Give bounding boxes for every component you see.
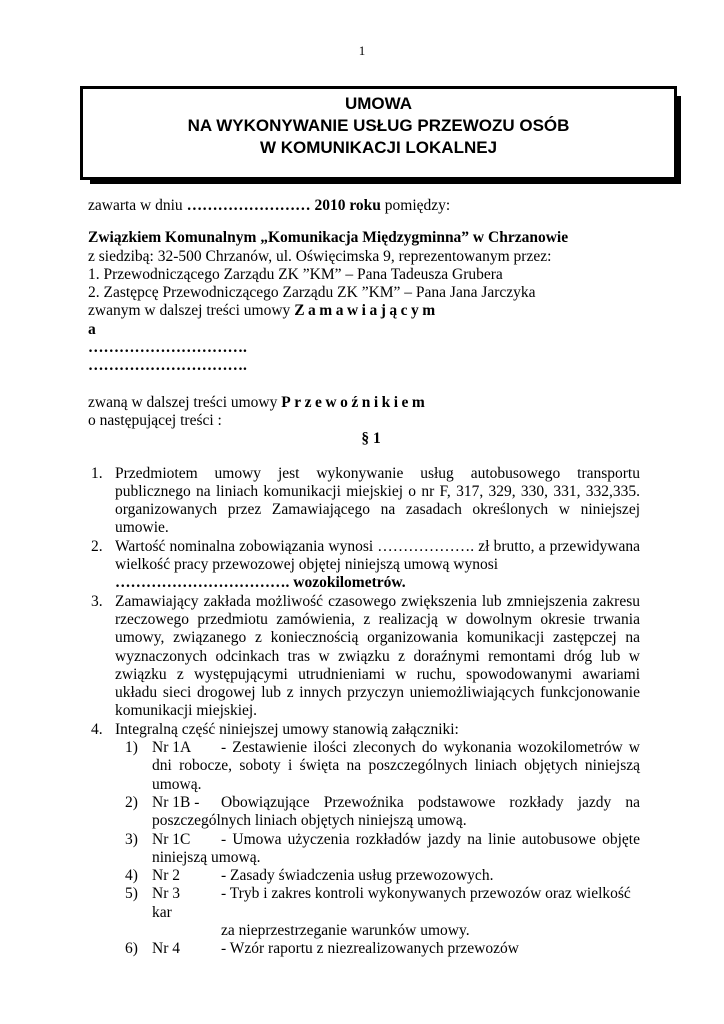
date-placeholder: …………………… 2010 roku [186, 197, 381, 214]
party2-placeholder-2: …………………………. [88, 357, 247, 375]
list-item: 4. Integralną część niniejszej umowy stanowią załączniki: 1) Nr 1A - Zestawienie ilości zleconych do wykonania wozokilometrów w dni robocze, soboty i święta na poszczególnych liniach objętych niniejszą umową. 2) Nr 1B - Obowiązujące Przewoźnika podstawowe rozkłady jazdy na poszczególnych liniach objętych niniejszą umową. 3) Nr 1C - Umowa użyczenia rozkładów jazdy na linie autobusowe objęte niniejszą umową. 4) Nr 2 - Zasady świadczenia usług przewozowych. 5) Nr 3 - Tryb i zakres kontroli wykonywanych przewozów oraz wielkość kar za nieprzestrzeganie warunków umowy. 6) Nr 4 - Wzór raportu z niezrealizowanych przewozów [91, 720, 640, 958]
page-number: 1 [358, 43, 366, 58]
document-body [88, 197, 640, 959]
title-box [80, 86, 677, 180]
following-text: o następującej treści : [88, 411, 222, 429]
list-item: 2. Wartość nominalna zobowiązania wynosi ………………. zł brutto, a przewidywana wielkość pracy przewozowej objętej niniejszą umową wynosi ……………………………. wozokilometrów. [91, 537, 640, 592]
party2-role: zwaną w dalszej treści umowy Przewoźnikiem [88, 393, 429, 411]
section-heading: § 1 [361, 430, 381, 448]
attachment-item: 2) Nr 1B - Obowiązujące Przewoźnika podstawowe rozkłady jazdy na poszczególnych liniach objętych niniejszą umową. [125, 793, 640, 830]
title-line-2: NA WYKONYWANIE USŁUG PRZEWOZU OSÓB [187, 116, 570, 135]
attachments-list [115, 739, 640, 959]
party1-address: z siedzibą: 32-500 Chrzanów, ul. Oświęcimska 9, reprezentowanym przez: [88, 247, 552, 265]
document-title [83, 89, 674, 159]
clauses-list [88, 465, 640, 959]
title-line-3: W KOMUNIKACJI LOKALNEJ [259, 138, 498, 157]
attachment-item: 6) Nr 4 - Wzór raportu z niezrealizowanych przewozów [125, 940, 519, 958]
party1-rep1: 1. Przewodniczącego Zarządu ZK ”KM” – Pana Tadeusza Grubera [88, 265, 503, 283]
attachment-item: 4) Nr 2 - Zasady świadczenia usług przewozowych. [125, 867, 494, 885]
party1-name: Związkiem Komunalnym „Komunikacja Międzygminna” w Chrzanowie [88, 229, 569, 247]
attachment-item: 5) Nr 3 - Tryb i zakres kontroli wykonywanych przewozów oraz wielkość kar za nieprzestrzeganie warunków umowy. [125, 885, 631, 939]
party1-role: zwanym w dalszej treści umowy Zamawiającym [88, 302, 439, 320]
list-item: 1. Przedmiotem umowy jest wykonywanie usług autobusowego transportu publicznego na liniach komunikacji miejskiej o nr F, 317, 329, 330, 331, 332,335. organizowanych przez Zamawiającego na zasadach określonych w niniejszej umowie. [91, 464, 640, 537]
party2-placeholder-1: …………………………. [88, 339, 247, 357]
list-item: 3. Zamawiający zakłada możliwość czasowego zwiększenia lub zmniejszenia zakresu rzeczowego przedmiotu zamówienia, z realizacją w dowolnym okresie trwania umowy, związanego z koniecznością organizowania komunikacji zastępczej na wyznaczonych odcinkach tras w związku z doraźnymi remontami dróg lub w związku z występującymi utrudnieniami w ruchu, spowodowanymi awariami układu sieci drogowej lub z innych przyczyn uniemożliwiających funkcjonowanie komunikacji miejskiej. [91, 592, 640, 720]
attachment-item: 3) Nr 1C - Umowa użyczenia rozkładów jazdy na linie autobusowe objęte niniejszą umową. [125, 830, 640, 866]
intro-line: zawarta w dniu …………………… 2010 roku pomiędzy: [88, 197, 451, 214]
title-line-1: UMOWA [344, 94, 413, 113]
conjunction-and: a [88, 320, 96, 338]
party1-rep2: 2. Zastępcę Przewodniczącego Zarządu ZK ”KM” – Pana Jana Jarczyka [88, 284, 536, 302]
attachment-item: 1) Nr 1A - Zestawienie ilości zleconych do wykonania wozokilometrów w dni robocze, soboty i święta na poszczególnych liniach objętych niniejszą umową. [125, 739, 640, 793]
